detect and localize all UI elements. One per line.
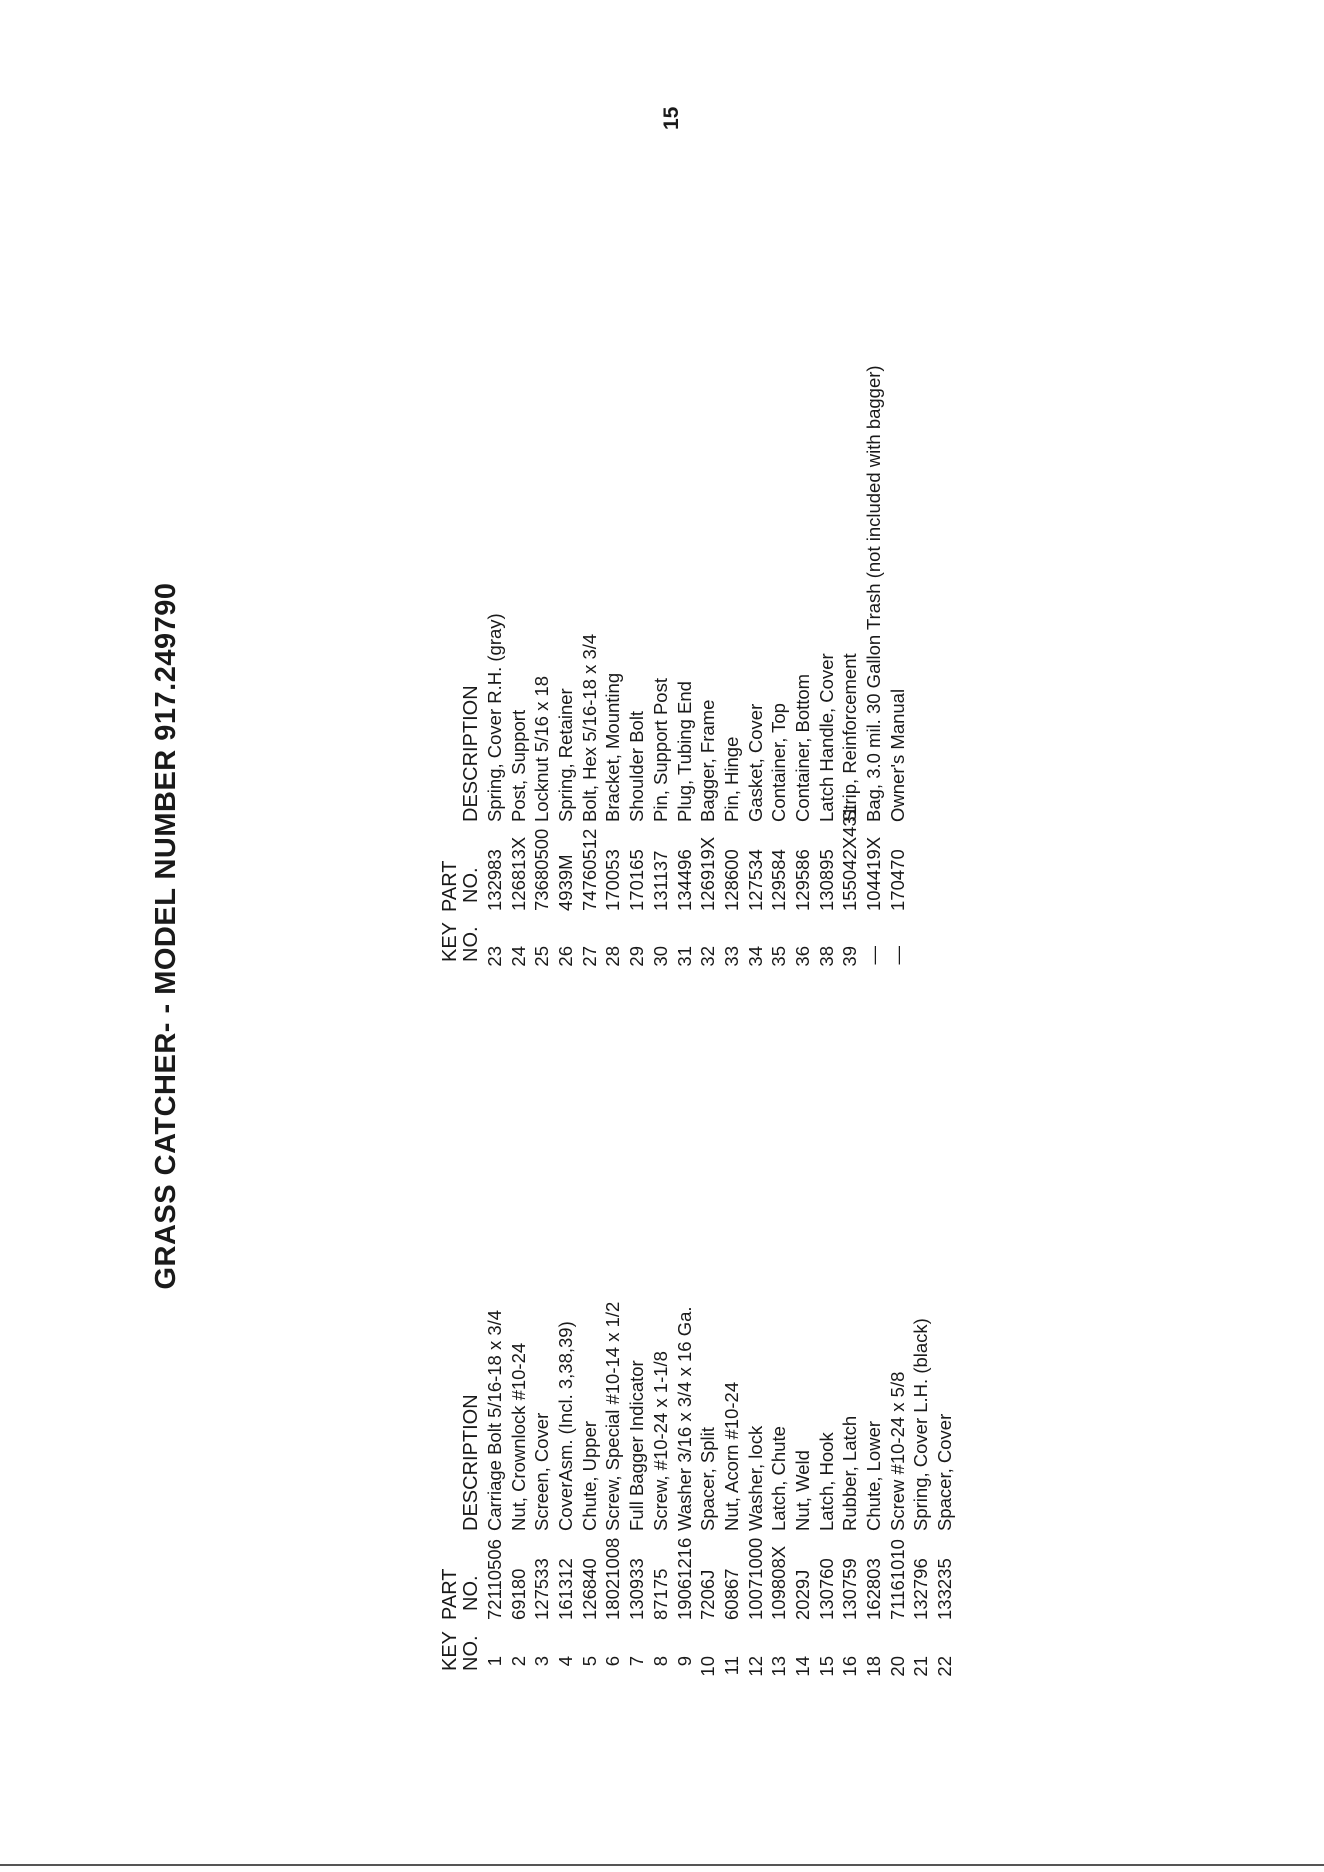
right-part-header <box>440 861 482 913</box>
description: Spring, Cover L.H. (black) <box>910 1318 932 1531</box>
key-no: 34 <box>744 946 766 967</box>
left-part-header-bottom: NO. <box>460 1575 482 1611</box>
table-row <box>625 92 649 972</box>
description: Bag, 3.0 mil. 30 Gallon Trash (not included with bagger) <box>863 365 884 822</box>
description: Spacer, Cover <box>934 1413 956 1531</box>
key-no: — <box>863 946 884 965</box>
table-row <box>838 1082 862 1682</box>
description: Pin, Support Post <box>649 678 671 822</box>
bottom-rule <box>0 1864 1324 1866</box>
part-no: 126813X <box>507 836 529 911</box>
left-key-header-bottom: NO. <box>460 1635 482 1671</box>
description: CoverAsm. (Incl. 3,38,39) <box>555 1321 577 1531</box>
table-row <box>601 1082 625 1682</box>
right-part-header-top: PART <box>439 860 461 912</box>
table-row <box>720 92 744 972</box>
left-part-header-top: PART <box>439 1568 461 1620</box>
key-no: 4 <box>555 1656 577 1667</box>
description: Bolt, Hex 5/16-18 x 3/4 <box>578 633 600 822</box>
key-no: 14 <box>791 1656 813 1677</box>
table-row <box>862 92 886 972</box>
key-no: 21 <box>910 1656 932 1677</box>
part-no: 129584 <box>768 849 790 911</box>
part-no: 130759 <box>839 1558 861 1620</box>
description: Carriage Bolt 5/16-18 x 3/4 <box>484 1309 505 1531</box>
table-row <box>862 1082 886 1682</box>
description: Strip, Reinforcement <box>839 653 861 822</box>
left-key-header-top: KEY <box>439 1630 461 1671</box>
part-no: 133235 <box>934 1558 956 1620</box>
right-key-header-top: KEY <box>439 921 461 962</box>
part-no: 128600 <box>720 849 742 911</box>
left-part-header <box>440 1569 482 1621</box>
table-row <box>696 92 720 972</box>
key-no: 26 <box>555 946 577 967</box>
key-no: 10 <box>697 1656 719 1677</box>
part-no: 155042X431 <box>839 806 861 911</box>
key-no: 1 <box>484 1656 505 1667</box>
description: Spring, Cover R.H. (gray) <box>484 613 505 822</box>
right-desc-header <box>461 685 482 822</box>
description: Nut, Crownlock #10-24 <box>507 1342 529 1531</box>
table-row <box>530 1082 554 1682</box>
description: Spring, Retainer <box>555 688 577 822</box>
part-no: 104419X <box>863 836 884 911</box>
table-row <box>625 1082 649 1682</box>
table-row <box>744 92 768 972</box>
part-no: 170053 <box>602 849 624 911</box>
description: Rubber, Latch <box>839 1415 861 1531</box>
description: Latch Handle, Cover <box>815 653 837 822</box>
part-no: 18021008 <box>602 1537 624 1620</box>
key-no: 24 <box>507 946 529 967</box>
table-row <box>909 1082 933 1682</box>
table-row <box>483 92 507 972</box>
description: Latch, Hook <box>815 1432 837 1531</box>
right-key-header <box>440 922 482 962</box>
description: Plug, Tubing End <box>673 681 695 822</box>
key-no: 7 <box>626 1656 648 1667</box>
key-no: 8 <box>649 1656 671 1667</box>
key-no: 39 <box>839 946 861 967</box>
table-row <box>815 1082 839 1682</box>
key-no: 28 <box>602 946 624 967</box>
key-no: — <box>886 946 908 965</box>
description: Chute, Upper <box>578 1420 600 1531</box>
left-desc-header <box>461 1394 482 1531</box>
key-no: 2 <box>507 1656 529 1667</box>
part-no: 7206J <box>697 1569 719 1620</box>
part-no: 127534 <box>744 849 766 911</box>
part-no: 127533 <box>531 1558 553 1620</box>
description: Nut, Weld <box>791 1450 813 1531</box>
key-no: 20 <box>886 1656 908 1677</box>
part-no: 170470 <box>886 849 908 911</box>
description: Latch, Chute <box>768 1426 790 1531</box>
part-no: 132796 <box>910 1558 932 1620</box>
table-row <box>791 92 815 972</box>
key-no: 6 <box>602 1656 624 1667</box>
key-no: 33 <box>720 946 742 967</box>
part-no: 2029J <box>791 1569 813 1620</box>
key-no: 35 <box>768 946 790 967</box>
part-no: 130895 <box>815 849 837 911</box>
table-row <box>696 1082 720 1682</box>
page-number: 15 <box>660 106 683 130</box>
right-parts-table <box>483 92 909 972</box>
page-title: GRASS CATCHER- - MODEL NUMBER 917.249790 <box>150 582 182 1290</box>
table-row <box>578 1082 602 1682</box>
description: Container, Bottom <box>791 673 813 822</box>
table-row <box>744 1082 768 1682</box>
right-desc-header-label: DESCRIPTION <box>460 685 482 822</box>
key-no: 9 <box>673 1656 695 1667</box>
key-no: 27 <box>578 946 600 967</box>
part-no: 130933 <box>626 1558 648 1620</box>
description: Screw #10-24 x 5/8 <box>886 1371 908 1531</box>
part-no: 4939M <box>555 854 577 911</box>
key-no: 18 <box>863 1656 884 1677</box>
description: Shoulder Bolt <box>626 710 648 822</box>
part-no: 73680500 <box>531 828 553 911</box>
part-no: 131137 <box>649 850 671 911</box>
table-row <box>578 92 602 972</box>
description: Screw, #10-24 x 1-1/8 <box>649 1351 671 1531</box>
description: Nut, Acorn #10-24 <box>720 1381 742 1531</box>
part-no: 10071000 <box>744 1537 766 1620</box>
right-part-header-bottom: NO. <box>460 867 482 903</box>
table-row <box>767 92 791 972</box>
table-row <box>673 1082 697 1682</box>
key-no: 5 <box>578 1656 600 1667</box>
key-no: 32 <box>697 946 719 967</box>
part-no: 170165 <box>626 849 648 911</box>
part-no: 69180 <box>507 1568 529 1620</box>
description: Screw, Special #10-14 x 1/2 <box>602 1301 624 1531</box>
table-row <box>933 1082 957 1682</box>
key-no: 31 <box>673 946 695 967</box>
key-no: 23 <box>484 946 505 967</box>
part-no: 19061216 <box>673 1537 695 1620</box>
key-no: 30 <box>649 946 671 967</box>
part-no: 161312 <box>555 1558 577 1620</box>
table-row <box>767 1082 791 1682</box>
description: Owner's Manual <box>886 688 908 822</box>
description: Screen, Cover <box>531 1412 553 1531</box>
description: Spacer, Split <box>697 1427 719 1531</box>
part-no: 126840 <box>578 1558 600 1620</box>
table-row <box>601 92 625 972</box>
table-row <box>791 1082 815 1682</box>
description: Locknut 5/16 x 18 <box>531 675 553 822</box>
table-row <box>507 1082 531 1682</box>
part-no: 130760 <box>815 1558 837 1620</box>
table-row <box>554 1082 578 1682</box>
key-no: 29 <box>626 946 648 967</box>
part-no: 74760512 <box>578 828 600 911</box>
description: Chute, Lower <box>863 1420 884 1531</box>
table-row <box>530 92 554 972</box>
key-no: 15 <box>815 1656 837 1677</box>
part-no: 126919X <box>697 836 719 911</box>
part-no: 162803 <box>863 1558 884 1620</box>
table-row <box>720 1082 744 1682</box>
description: Gasket, Cover <box>744 703 766 822</box>
table-row <box>886 92 910 972</box>
table-row <box>815 92 839 972</box>
part-no: 60867 <box>720 1568 742 1620</box>
description: Bracket, Mounting <box>602 672 624 822</box>
table-row <box>554 92 578 972</box>
part-no: 72110506 <box>484 1539 505 1620</box>
part-no: 134496 <box>673 849 695 911</box>
description: Full Bagger Indicator <box>626 1360 648 1531</box>
left-desc-header-label: DESCRIPTION <box>460 1394 482 1531</box>
description: Bagger, Frame <box>697 699 719 822</box>
description: Pin, Hinge <box>720 736 742 822</box>
key-no: 13 <box>768 1656 790 1677</box>
table-row <box>886 1082 910 1682</box>
key-no: 38 <box>815 946 837 967</box>
left-parts-table <box>483 1082 957 1682</box>
key-no: 16 <box>839 1656 861 1677</box>
key-no: 12 <box>744 1656 766 1677</box>
part-no: 109808X <box>768 1545 790 1620</box>
description: Container, Top <box>768 703 790 822</box>
part-no: 71161010 <box>886 1539 908 1620</box>
description: Washer, lock <box>744 1425 766 1531</box>
table-row <box>483 1082 507 1682</box>
key-no: 36 <box>791 946 813 967</box>
description: Post, Support <box>507 709 529 822</box>
table-row <box>838 92 862 972</box>
part-no: 129586 <box>791 849 813 911</box>
left-key-header <box>440 1631 482 1671</box>
part-no: 87175 <box>649 1568 671 1620</box>
table-row <box>673 92 697 972</box>
table-row <box>649 1082 673 1682</box>
key-no: 11 <box>720 1656 742 1676</box>
table-row <box>507 92 531 972</box>
description: Washer 3/16 x 3/4 x 16 Ga. <box>673 1306 695 1531</box>
key-no: 25 <box>531 946 553 967</box>
right-key-header-bottom: NO. <box>460 926 482 962</box>
part-no: 132983 <box>484 849 505 911</box>
key-no: 3 <box>531 1656 553 1667</box>
table-row <box>649 92 673 972</box>
key-no: 22 <box>934 1656 956 1677</box>
